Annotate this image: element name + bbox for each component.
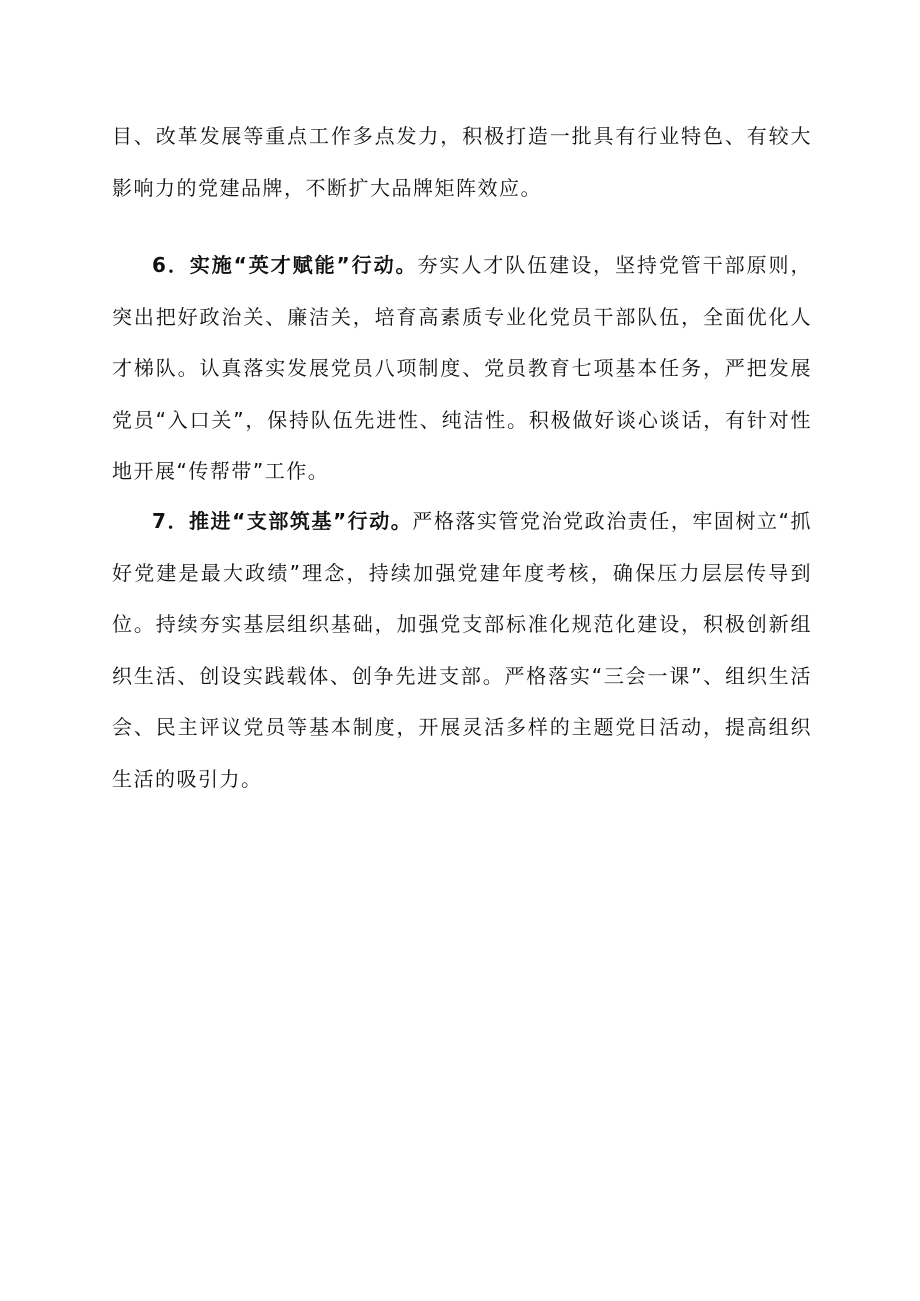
paragraph-continuation [112, 111, 812, 214]
item-7-body: 严格落实管党治党政治责任，牢固树立“抓好党建是最大政绩”理念，持续加强党建年度考核，确保压力层层传导到位。持续夯实基层组织基础，加强党支部标准化规范化建设，积极创新组织生活、创设实践载体、创争先进支部。严格落实“三会一课”、组织生活会、民主评议党员等基本制度，开展灵活多样的主题党日活动，提高组织生活的吸引力。 [112, 509, 812, 791]
paragraph-body: 目、改革发展等重点工作多点发力，积极打造一批具有行业特色、有较大影响力的党建品牌，不断扩大品牌矩阵效应。 [112, 124, 812, 200]
paragraph-item-6 [112, 240, 812, 498]
item-6-body: 夯实人才队伍建设，坚持党管干部原则，突出把好政治关、廉洁关，培育高素质专业化党员干部队伍，全面优化人才梯队。认真落实发展党员八项制度、党员教育七项基本任务，严把发展党员“入口关”，保持队伍先进性、纯洁性。积极做好谈心谈话，有针对性地开展“传帮带”工作。 [112, 253, 812, 483]
paragraph-item-7 [112, 496, 812, 805]
item-7-heading: 7．推进“支部筑基”行动。 [152, 509, 413, 533]
item-6-heading: 6．实施“英才赋能”行动。 [152, 253, 418, 277]
